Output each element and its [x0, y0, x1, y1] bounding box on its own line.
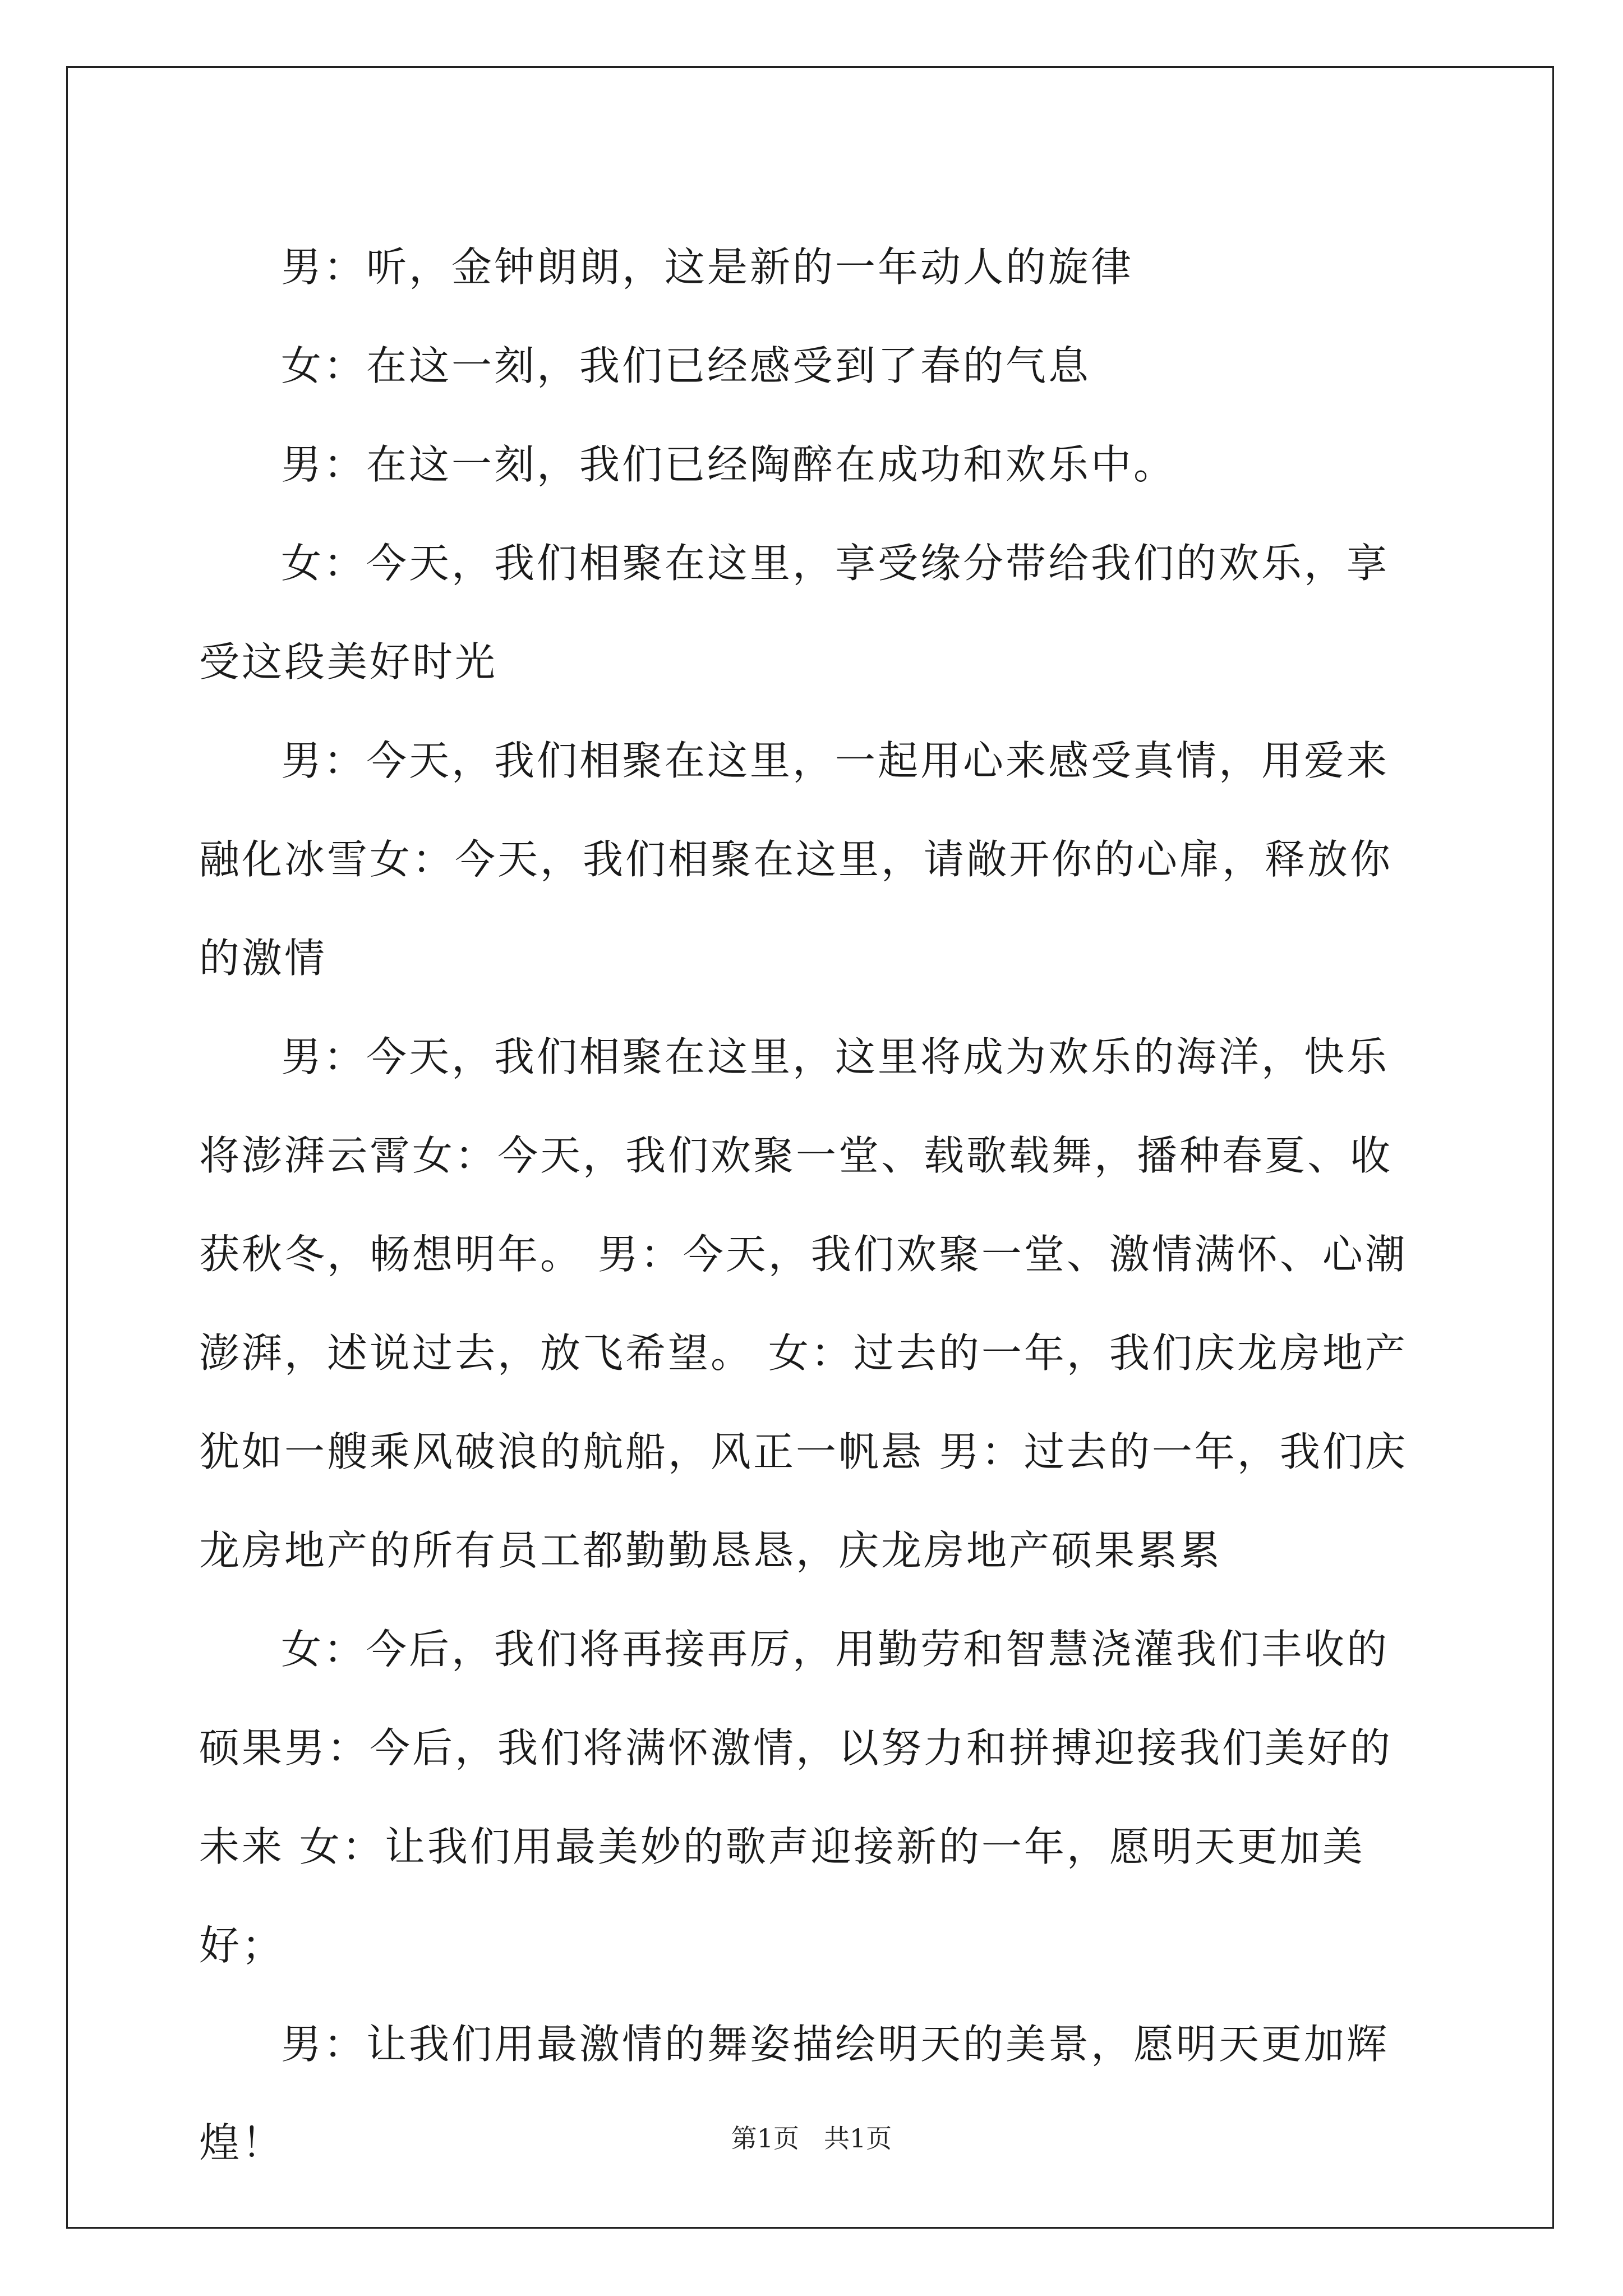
page-number: 第1页: [731, 2123, 800, 2154]
page-total: 共1页: [823, 2123, 892, 2154]
page-footer: [0, 2122, 1623, 2155]
paragraph: 男：在这一刻，我们已经陶醉在成功和欢乐中。: [281, 441, 1177, 488]
paragraph: 男：今天，我们相聚在这里，一起用心来感受真情，用爱来融化冰雪女：今天，我们相聚在这里，请敞开你的心扉，释放你的激情: [199, 737, 1393, 982]
paragraph: 男：让我们用最激情的舞姿描绘明天的美景，愿明天更加辉煌！: [199, 2021, 1390, 2166]
document-body: [199, 218, 1430, 2192]
paragraph: 女：今天，我们相聚在这里，享受缘分带给我们的欢乐，享受这段美好时光: [199, 540, 1390, 685]
paragraph: 女：今后，我们将再接再厉，用勤劳和智慧浇灌我们丰收的硕果男：今后，我们将满怀激情，以努力和拼搏迎接我们美好的未来 女：让我们用最美妙的歌声迎接新的一年，愿明天更加美好；: [199, 1626, 1393, 1969]
paragraph: 男：听，金钟朗朗，这是新的一年动人的旋律: [281, 243, 1134, 291]
paragraph: 女：在这一刻，我们已经感受到了春的气息: [281, 342, 1091, 389]
paragraph: 男：今天，我们相聚在这里，这里将成为欢乐的海洋，快乐将澎湃云霄女：今天，我们欢聚一堂、载歌载舞，播种春夏、收获秋冬，畅想明年。 男：今天，我们欢聚一堂、激情满怀、心潮澎湃，述说过去，放飞希望。 女：过去的一年，我们庆龙房地产犹如一艘乘风破浪的航船，风正一帆悬 男：过去的一年，我们庆龙房地产的所有员工都勤勤恳恳，庆龙房地产硕果累累: [199, 1033, 1408, 1574]
